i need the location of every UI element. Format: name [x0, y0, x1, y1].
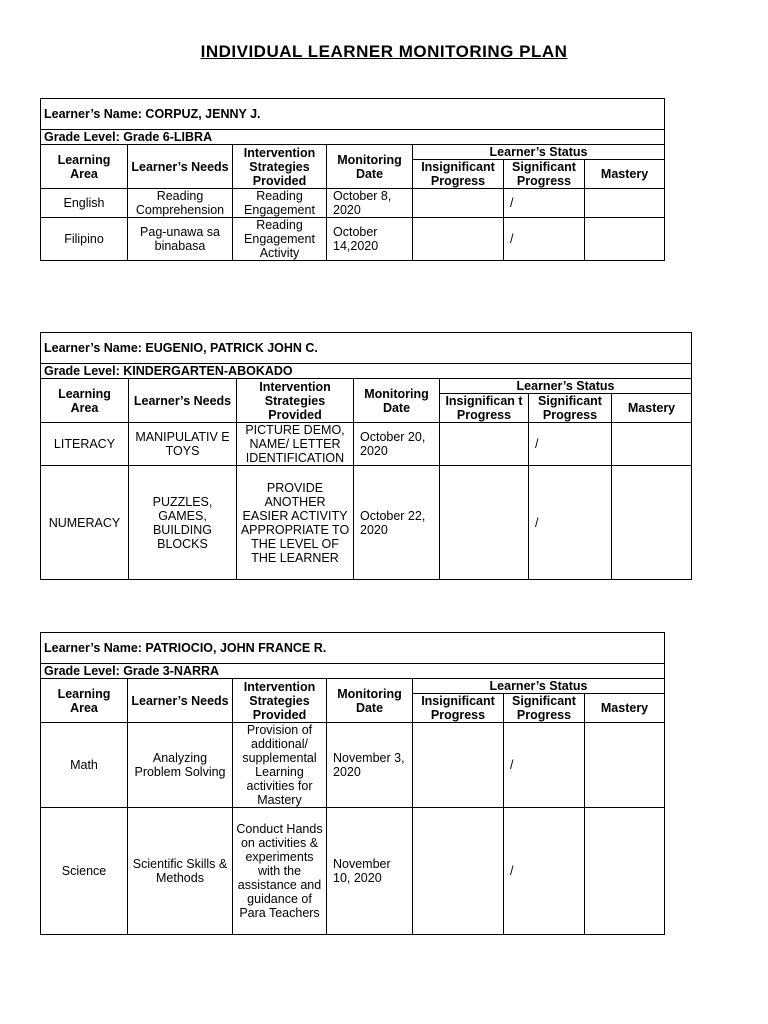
learner-plan-table: [40, 98, 665, 261]
cell-needs: Analyzing Problem Solving: [128, 723, 233, 808]
header-insignificant: Insignifican t Progress: [440, 394, 529, 423]
cell-mastery: [612, 423, 692, 466]
cell-strategy: PROVIDE ANOTHER EASIER ACTIVITY APPROPRIATE TO THE LEVEL OF THE LEARNER: [237, 466, 354, 580]
header-strategies: Intervention Strategies Provided: [237, 379, 354, 423]
header-significant: Significant Progress: [529, 394, 612, 423]
cell-area: Math: [41, 723, 128, 808]
header-date: Monitoring Date: [327, 679, 413, 723]
header-strategies: Intervention Strategies Provided: [233, 145, 327, 189]
header-status: Learner’s Status: [413, 679, 665, 694]
cell-mastery: [585, 218, 665, 261]
cell-strategy: PICTURE DEMO, NAME/ LETTER IDENTIFICATION: [237, 423, 354, 466]
header-date: Monitoring Date: [327, 145, 413, 189]
cell-strategy: Provision of additional/ supplemental Learning activities for Mastery: [233, 723, 327, 808]
header-status: Learner’s Status: [440, 379, 692, 394]
header-significant: Significant Progress: [504, 694, 585, 723]
cell-area: NUMERACY: [41, 466, 129, 580]
cell-strategy: Reading Engagement: [233, 189, 327, 218]
header-learning-area: Learning Area: [41, 379, 129, 423]
grade-level: Grade Level: KINDERGARTEN-ABOKADO: [41, 364, 692, 379]
cell-date: November 3, 2020: [327, 723, 413, 808]
cell-area: Science: [41, 808, 128, 935]
cell-mastery: [612, 466, 692, 580]
cell-significant: /: [504, 218, 585, 261]
cell-significant: /: [504, 189, 585, 218]
cell-area: LITERACY: [41, 423, 129, 466]
header-strategies: Intervention Strategies Provided: [233, 679, 327, 723]
header-learning-area: Learning Area: [41, 145, 128, 189]
cell-area: Filipino: [41, 218, 128, 261]
table-row: [41, 466, 692, 580]
table-row: [41, 423, 692, 466]
table-row: [41, 723, 665, 808]
cell-insignificant: [440, 466, 529, 580]
cell-area: English: [41, 189, 128, 218]
cell-needs: PUZZLES, GAMES, BUILDING BLOCKS: [129, 466, 237, 580]
cell-date: October 14,2020: [327, 218, 413, 261]
cell-significant: /: [529, 466, 612, 580]
cell-insignificant: [413, 808, 504, 935]
grade-level: Grade Level: Grade 6-LIBRA: [41, 130, 665, 145]
header-mastery: Mastery: [612, 394, 692, 423]
cell-mastery: [585, 808, 665, 935]
cell-needs: Reading Comprehension: [128, 189, 233, 218]
cell-significant: /: [504, 808, 585, 935]
cell-date: October 20, 2020: [354, 423, 440, 466]
cell-significant: /: [529, 423, 612, 466]
learner-plan-table: [40, 632, 665, 935]
grade-level: Grade Level: Grade 3-NARRA: [41, 664, 665, 679]
header-insignificant: Insignificant Progress: [413, 160, 504, 189]
cell-insignificant: [440, 423, 529, 466]
header-needs: Learner’s Needs: [128, 679, 233, 723]
cell-insignificant: [413, 218, 504, 261]
learner-name: Learner’s Name: PATRIOCIO, JOHN FRANCE R.: [41, 633, 665, 664]
learner-name: Learner’s Name: EUGENIO, PATRICK JOHN C.: [41, 333, 692, 364]
header-status: Learner’s Status: [413, 145, 665, 160]
header-insignificant: Insignificant Progress: [413, 694, 504, 723]
cell-needs: MANIPULATIV E TOYS: [129, 423, 237, 466]
cell-needs: Pag-unawa sa binabasa: [128, 218, 233, 261]
table-row: [41, 218, 665, 261]
cell-needs: Scientific Skills & Methods: [128, 808, 233, 935]
document-title: INDIVIDUAL LEARNER MONITORING PLAN: [200, 42, 568, 61]
header-needs: Learner’s Needs: [128, 145, 233, 189]
header-learning-area: Learning Area: [41, 679, 128, 723]
learner-name: Learner’s Name: CORPUZ, JENNY J.: [41, 99, 665, 130]
learner-plan-table: [40, 332, 692, 580]
header-needs: Learner’s Needs: [129, 379, 237, 423]
cell-insignificant: [413, 723, 504, 808]
table-row: [41, 189, 665, 218]
header-significant: Significant Progress: [504, 160, 585, 189]
cell-mastery: [585, 723, 665, 808]
table-row: [41, 808, 665, 935]
cell-date: October 22, 2020: [354, 466, 440, 580]
cell-strategy: Reading Engagement Activity: [233, 218, 327, 261]
cell-strategy: Conduct Hands on activities & experiments with the assistance and guidance of Para Teachers: [233, 808, 327, 935]
cell-date: November 10, 2020: [327, 808, 413, 935]
header-mastery: Mastery: [585, 160, 665, 189]
header-mastery: Mastery: [585, 694, 665, 723]
cell-mastery: [585, 189, 665, 218]
cell-insignificant: [413, 189, 504, 218]
cell-significant: /: [504, 723, 585, 808]
cell-date: October 8, 2020: [327, 189, 413, 218]
header-date: Monitoring Date: [354, 379, 440, 423]
